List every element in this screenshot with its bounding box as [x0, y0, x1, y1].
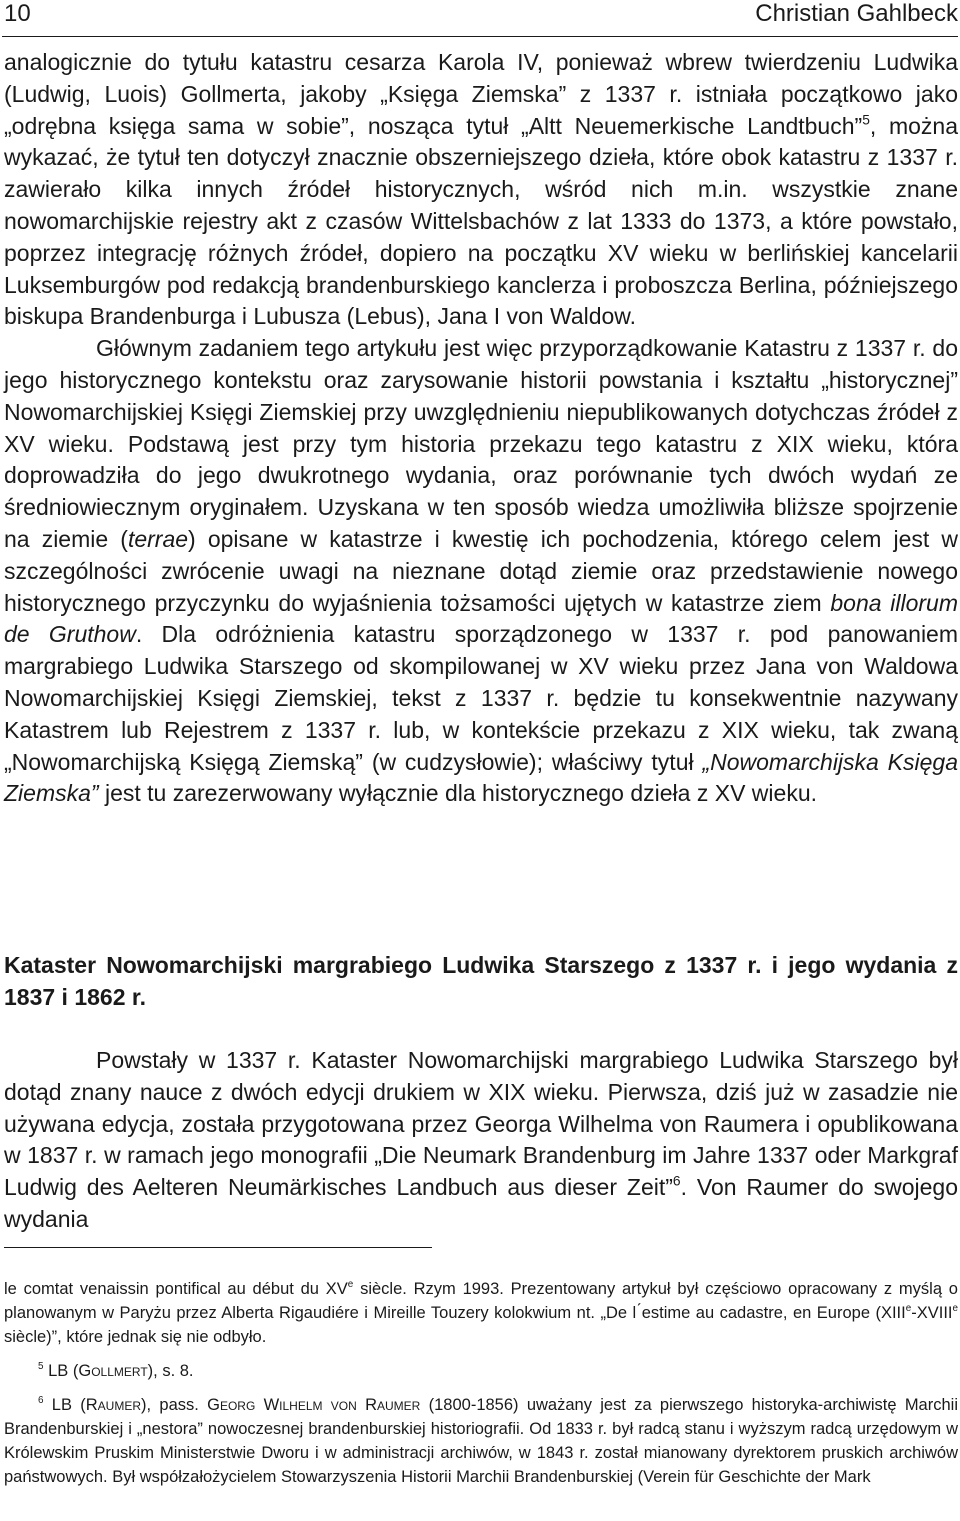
paragraph-1-text-b: , można wykazać, że tytuł ten dotyczył znacznie obszerniejszego dzieła, które obok katastru z 1337 r. zawierało kilka innych źródeł historycznych, wśród nich m.in. wszystkie znane nowomarchijskie rejestry akt z czasów Wittelsbachów z lat 1333 do 1373, a które powstało, poprzez integrację różnych źródeł, dopiero na początku XV wieku w berlińskiej kancelarii Luksemburgów pod redakcją brandenburskiego kanclerza i proboszcza Berlina, późniejszego biskupa Brandenburga i Lubusza (Lebus), Jana I von Waldow.	[4, 112, 958, 330]
page-header	[0, 0, 960, 40]
footnote-ref-6[interactable]: 6	[672, 1173, 681, 1189]
footnote-cont-c: -XVIII	[911, 1304, 953, 1322]
footnote-6-person: Georg Wilhelm von Raumer	[207, 1396, 421, 1414]
page-number: 10	[4, 0, 31, 27]
paragraph-1	[4, 47, 958, 333]
footnote-continuation	[4, 1277, 958, 1349]
section-paragraph-text-a: Powstały w 1337 r. Kataster Nowomarchijski margrabiego Ludwika Starszego był dotąd znany nauce z dwóch edycji drukiem w XIX wieku. Pierwsza, dziś już w zasadzie nie używana edycja, została przygotowana przez Georga Wilhelma von Raumera i opublikowana w 1837 r. w ramach jego monografii „Die Neumark Brandenburg im Jahre 1337 oder Markgraf Ludwig des Aelteren Neumärkisches Landbuch aus dieser Zeit”	[4, 1047, 958, 1201]
footnotes	[4, 1277, 958, 1489]
footnote-cont-b: siècle. Rzym 1993. Prezentowany artykuł był częściowo opracowany z myślą o planowanym w Paryżu przez Alberta Rigaudiére i Mireille Touzery kolokwium nt. „De l ́estime au cadastre, en Europe (XIII	[4, 1280, 958, 1322]
footnote-cont-a: le comtat venaissin pontifical au début du XV	[4, 1280, 348, 1298]
paragraph-2-text-b: ) opisane w katastrze i kwestię ich pochodzenia, którego celem jest w szczególności zwrócenie uwagi na nieznane dotąd ziemie oraz przedstawienie nowego historycznego przyczynku do wyjaśnienia tożsamości ujętych w katastrze ziem	[4, 525, 959, 616]
superscript: e	[347, 1279, 354, 1291]
footnote-6-text-a: LB (	[43, 1396, 86, 1414]
footnote-6-text-c: (1800-1856) uważany jest za pierwszego historyka-archiwistę Marchii Brandenburskiej i „nestora” nowoczesnej brandenburskiej historiografii. Od 1833 r. był radcą stanu i wyższym radcą urzędowym w Królewskim Pruskim Ministerstwie Dworu i w administracji archiwów, w 1843 r. został mianowany dyrektorem pruskich archiwów państwowych. Był współzałożycielem Stowarzyszenia Historii Marchii Brandenburskiej (Verein für Geschichte der Mark	[4, 1396, 958, 1486]
running-head-author: Christian Gahlbeck	[755, 0, 958, 27]
section-paragraph	[4, 1045, 958, 1236]
footnote-6-text-b: ), pass.	[141, 1396, 208, 1414]
paragraph-2-text-c: . Dla odróżnienia katastru sporządzonego w 1337 r. pod panowaniem margrabiego Ludwika Starszego od skompilowanej w XV wieku przez Jana von Waldowa Nowomarchijskiej Księgi Ziemskiej, tekst z 1337 r. będzie tu konsekwentnie nazywany Katastrem lub Rejestrem z 1337 r. lub, w kontekście przekazu z XIX wieku, tak zwaną „Nowomarchijską Księgą Ziemską” (w cudzysłowie); właściwy tytuł	[4, 621, 959, 775]
superscript: e	[952, 1303, 958, 1315]
footnote-rule	[4, 1247, 432, 1248]
paragraph-2	[4, 333, 958, 810]
footnote-5-text-a: LB (	[43, 1362, 79, 1380]
italic-bona-illorum: bona illorum de Gruthow	[4, 589, 958, 648]
paragraph-2-text-a: Głównym zadaniem tego artykułu jest więc przyporządkowanie Katastru z 1337 r. do jego historycznego kontekstu oraz zarysowanie historii powstania i kształtu „historycznej” Nowomarchijskiej Księgi Ziemskiej przy uwzględnieniu niepublikowanych dotychczas źródeł z XV wieku. Podstawą jest przy tym historia przekazu tego katastru z XIX wieku, która doprowadziła do jego dwukrotnego wydania, oraz porównanie tych dwóch wydań ze średniowiecznym oryginałem. Uzyskana w ten sposób wiedza umożliwiła bliższe spojrzenie na ziemie (	[4, 335, 958, 552]
superscript: e	[905, 1303, 912, 1315]
section-heading: Kataster Nowomarchijski margrabiego Ludwika Starszego z 1337 r. i jego wydania z 1837 i 1862 r.	[4, 952, 958, 1010]
italic-terrae: terrae	[127, 525, 189, 552]
footnote-ref-5[interactable]: 5	[862, 111, 870, 127]
footnote-5-text-b: ), s. 8.	[147, 1362, 194, 1380]
footnote-6-number: 6	[38, 1395, 44, 1407]
footnote-6-author: Raumer	[85, 1396, 142, 1414]
paragraph-1-text-a: analogicznie do tytułu katastru cesarza Karola IV, ponieważ wbrew twierdzeniu Ludwika (Ludwig, Luois) Gollmerta, jakoby „Księga Ziemska” z 1337 r. istniała początkowo jako „odrębna księga sama w sobie”, nosząca tytuł „Altt Neuemerkische Landtbuch”	[4, 49, 958, 139]
main-text	[4, 47, 958, 810]
italic-title: „Nowomarchijska Księga Ziemska”	[4, 748, 959, 807]
footnote-cont-d: siècle)”, które jednak się nie odbyło.	[4, 1328, 267, 1346]
header-rule	[2, 36, 958, 37]
footnote-5	[4, 1359, 958, 1383]
footnote-5-number: 5	[38, 1361, 44, 1373]
paragraph-2-text-d: jest tu zarezerwowany wyłącznie dla historycznego dzieła z XV wieku.	[98, 780, 817, 807]
footnote-6	[4, 1393, 958, 1489]
footnote-5-author: Gollmert	[78, 1362, 148, 1380]
section-paragraph-text-b: . Von Raumer do swojego wydania	[4, 1174, 958, 1232]
section-text	[4, 1045, 958, 1236]
